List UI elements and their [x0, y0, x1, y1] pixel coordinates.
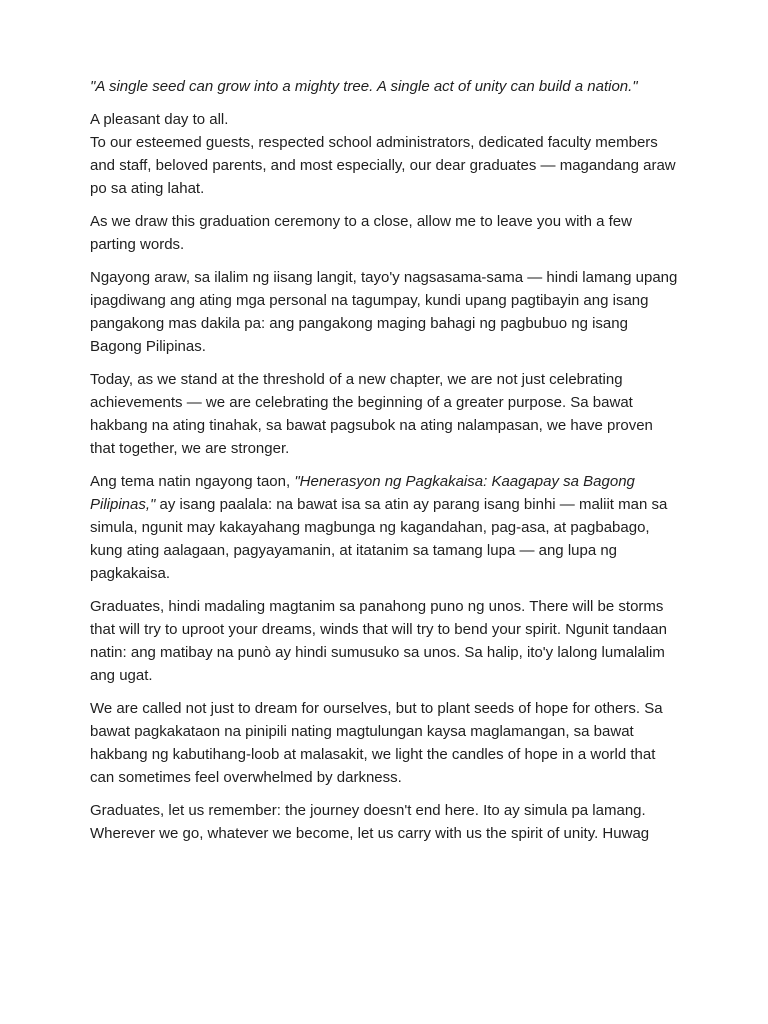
- theme-title: "Henerasyon ng Pagkakaisa: Kaagapay sa Bagong Pilipinas,": [90, 473, 635, 513]
- journey-paragraph: Graduates, let us remember: the journey doesn't end here. Ito ay simula pa lamang. Wherever we go, whatever we become, let us carry with us the spirit of unity. Huwag: [90, 802, 650, 842]
- theme-paragraph: [90, 470, 680, 585]
- greeting-paragraph: [90, 108, 680, 200]
- theme-prefix: Ang tema natin ngayong taon,: [90, 473, 295, 490]
- greeting-line: A pleasant day to all.: [90, 111, 229, 128]
- theme-suffix: ay isang paalala: na bawat isa sa atin ay parang isang binhi — maliit man sa simula, ngunit may kakayahang magbunga ng kagandahan, pag-asa, at pagbabago, kung ating aalagaan, pagyayamanin, at itatanim sa tamang lupa — ang lupa ng pagkakaisa.: [90, 496, 668, 582]
- document-page: [90, 75, 680, 855]
- epigraph-quote: "A single seed can grow into a mighty tree. A single act of unity can build a nation.": [90, 78, 638, 95]
- unity-paragraph: Ngayong araw, sa ilalim ng iisang langit, tayo'y nagsasama-sama — hindi lamang upang ipagdiwang ang ating mga personal na tagumpay, kundi upang pagtibayin ang isang pangakong mas dakila pa: ang pangakong maging bahagi ng pagbubuo ng isang Bagong Pilipinas.: [90, 269, 678, 355]
- threshold-paragraph: Today, as we stand at the threshold of a new chapter, we are not just celebrating achievements — we are celebrating the beginning of a greater purpose. Sa bawat hakbang na ating tinahak, sa bawat pagsubok na ating nalampasan, we have proven that together, we are stronger.: [90, 371, 653, 457]
- closing-intro-paragraph: As we draw this graduation ceremony to a close, allow me to leave you with a few parting words.: [90, 213, 632, 253]
- hope-paragraph: We are called not just to dream for ourselves, but to plant seeds of hope for others. Sa bawat pagkakataon na pinipili nating magtulungan kaysa maglamangan, sa bawat hakbang ng kabutihang-loob at malasakit, we light the candles of hope in a world that can sometimes feel overwhelmed by darkness.: [90, 700, 663, 786]
- greeting-body: To our esteemed guests, respected school administrators, dedicated faculty members and staff, beloved parents, and most especially, our dear graduates — magandang araw po sa ating lahat.: [90, 134, 676, 197]
- storms-paragraph: Graduates, hindi madaling magtanim sa panahong puno ng unos. There will be storms that will try to uproot your dreams, winds that will try to bend your spirit. Ngunit tandaan natin: ang matibay na punò ay hindi sumusuko sa unos. Sa halip, ito'y lalong lumalalim ang ugat.: [90, 598, 667, 684]
